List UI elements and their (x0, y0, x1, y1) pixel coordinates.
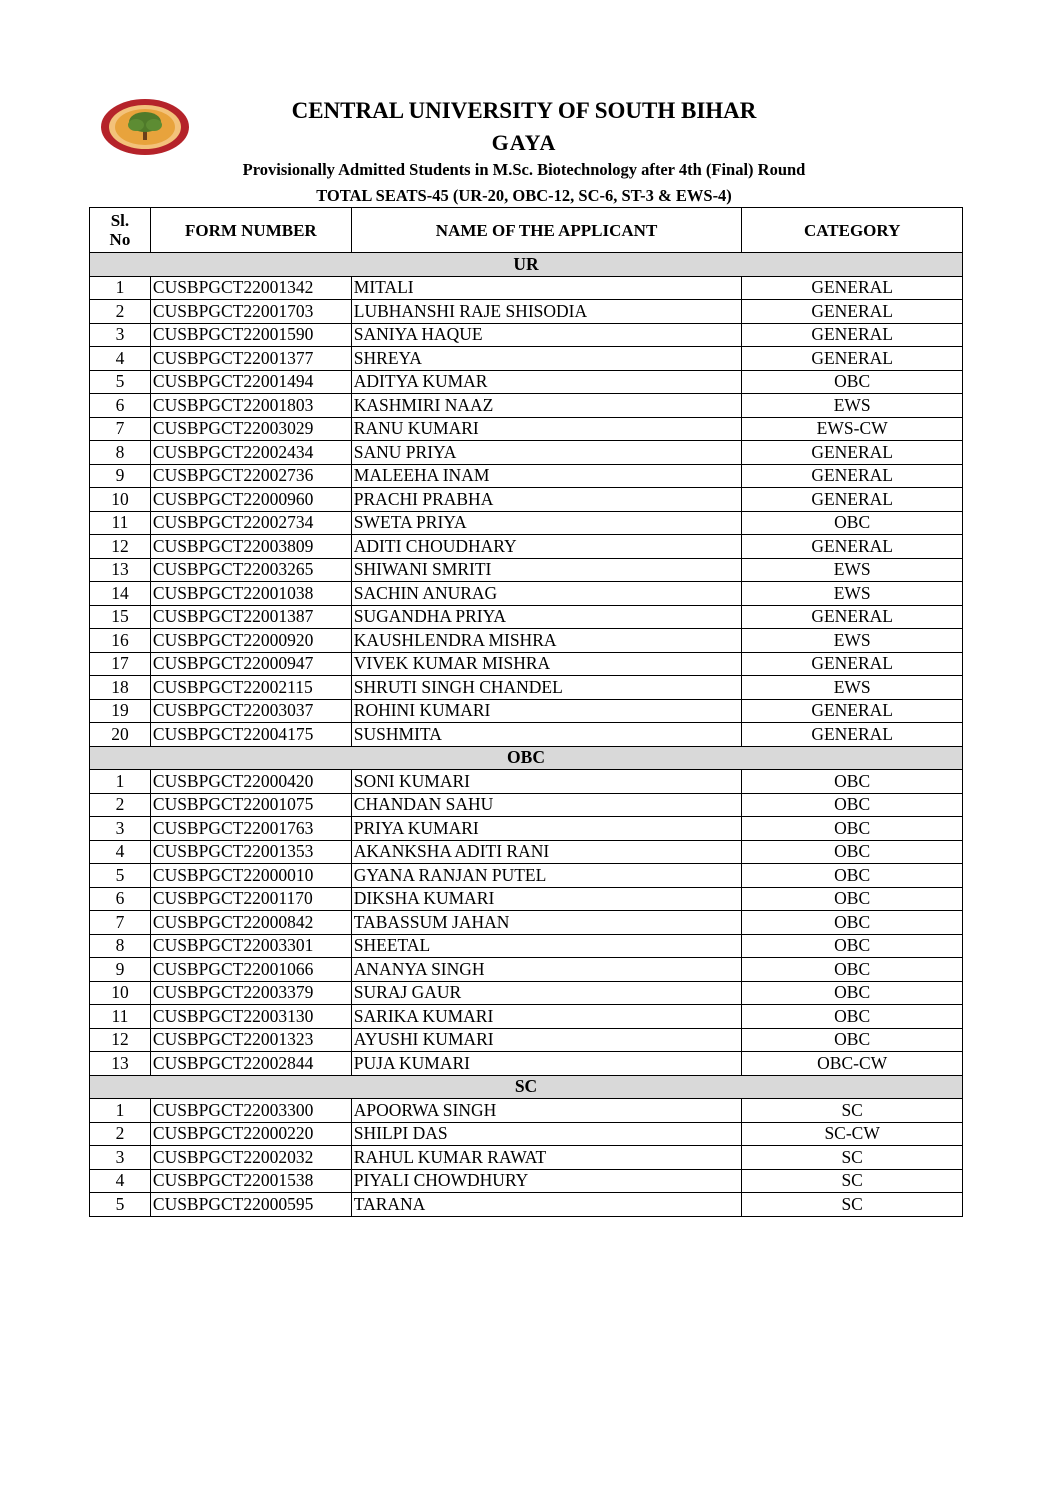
section-row (90, 1075, 963, 1099)
cell-sl-no: 1 (90, 276, 151, 300)
cell-form-number: CUSBPGCT22001803 (150, 394, 351, 418)
cell-sl-no: 10 (90, 488, 151, 512)
cell-sl-no: 1 (90, 770, 151, 794)
cell-applicant-name: SACHIN ANURAG (351, 582, 742, 606)
cell-sl-no: 3 (90, 323, 151, 347)
seat-summary: TOTAL SEATS-45 (UR-20, OBC-12, SC-6, ST-3 & EWS-4) (316, 186, 732, 205)
cell-category: GENERAL (742, 699, 963, 723)
table-row (90, 1122, 963, 1146)
cell-category: OBC (742, 981, 963, 1005)
cell-form-number: CUSBPGCT22002734 (150, 511, 351, 535)
admission-table (89, 207, 963, 1217)
cell-applicant-name: TARANA (351, 1193, 742, 1217)
col-header-applicant-name: NAME OF THE APPLICANT (351, 208, 742, 253)
cell-form-number: CUSBPGCT22004175 (150, 723, 351, 747)
cell-category: EWS-CW (742, 417, 963, 441)
cell-category: GENERAL (742, 300, 963, 324)
cell-applicant-name: CHANDAN SAHU (351, 793, 742, 817)
cell-category: OBC (742, 911, 963, 935)
cell-category: GENERAL (742, 605, 963, 629)
table-row (90, 887, 963, 911)
cell-category: OBC (742, 370, 963, 394)
university-name: CENTRAL UNIVERSITY OF SOUTH BIHAR (291, 98, 757, 123)
table-row (90, 958, 963, 982)
cell-category: GENERAL (742, 488, 963, 512)
cell-form-number: CUSBPGCT22003379 (150, 981, 351, 1005)
cell-category: SC-CW (742, 1122, 963, 1146)
cell-sl-no: 5 (90, 864, 151, 888)
cell-form-number: CUSBPGCT22002736 (150, 464, 351, 488)
cell-category: OBC (742, 1028, 963, 1052)
table-row (90, 1099, 963, 1123)
cell-category: OBC-CW (742, 1052, 963, 1076)
cell-category: GENERAL (742, 535, 963, 559)
table-row (90, 723, 963, 747)
list-subtitle: Provisionally Admitted Students in M.Sc. Biotechnology after 4th (Final) Round (242, 160, 806, 179)
table-row (90, 276, 963, 300)
cell-applicant-name: SUGANDHA PRIYA (351, 605, 742, 629)
cell-category: OBC (742, 934, 963, 958)
cell-applicant-name: SHIWANI SMRITI (351, 558, 742, 582)
cell-category: EWS (742, 676, 963, 700)
cell-sl-no: 13 (90, 1052, 151, 1076)
cell-category: GENERAL (742, 276, 963, 300)
cell-form-number: CUSBPGCT22002115 (150, 676, 351, 700)
cell-applicant-name: AYUSHI KUMARI (351, 1028, 742, 1052)
cell-sl-no: 2 (90, 300, 151, 324)
cell-form-number: CUSBPGCT22003265 (150, 558, 351, 582)
cell-form-number: CUSBPGCT22001170 (150, 887, 351, 911)
cell-applicant-name: PRACHI PRABHA (351, 488, 742, 512)
col-header-sl-no-label: Sl. No (109, 211, 131, 249)
table-row (90, 629, 963, 653)
cell-sl-no: 17 (90, 652, 151, 676)
table-row (90, 1052, 963, 1076)
cell-form-number: CUSBPGCT22001590 (150, 323, 351, 347)
cell-applicant-name: SHRUTI SINGH CHANDEL (351, 676, 742, 700)
cell-form-number: CUSBPGCT22001377 (150, 347, 351, 371)
cell-sl-no: 7 (90, 911, 151, 935)
section-title: UR (90, 253, 963, 277)
cell-applicant-name: SONI KUMARI (351, 770, 742, 794)
table-row (90, 347, 963, 371)
table-row (90, 864, 963, 888)
cell-form-number: CUSBPGCT22000220 (150, 1122, 351, 1146)
cell-sl-no: 9 (90, 464, 151, 488)
cell-sl-no: 4 (90, 347, 151, 371)
cell-form-number: CUSBPGCT22000960 (150, 488, 351, 512)
cell-category: EWS (742, 394, 963, 418)
cell-applicant-name: SANIYA HAQUE (351, 323, 742, 347)
cell-category: OBC (742, 887, 963, 911)
cell-sl-no: 8 (90, 441, 151, 465)
table-header-row (90, 208, 963, 253)
cell-category: OBC (742, 793, 963, 817)
cell-sl-no: 11 (90, 511, 151, 535)
table-row (90, 1005, 963, 1029)
cell-category: OBC (742, 958, 963, 982)
cell-category: OBC (742, 840, 963, 864)
table-row (90, 464, 963, 488)
cell-sl-no: 6 (90, 394, 151, 418)
cell-form-number: CUSBPGCT22002434 (150, 441, 351, 465)
cell-applicant-name: SANU PRIYA (351, 441, 742, 465)
table-row (90, 934, 963, 958)
table-row (90, 840, 963, 864)
cell-form-number: CUSBPGCT22001323 (150, 1028, 351, 1052)
cell-category: EWS (742, 558, 963, 582)
cell-sl-no: 7 (90, 417, 151, 441)
cell-sl-no: 5 (90, 370, 151, 394)
section-title: OBC (90, 746, 963, 770)
cell-form-number: CUSBPGCT22002844 (150, 1052, 351, 1076)
cell-sl-no: 6 (90, 887, 151, 911)
table-row (90, 1146, 963, 1170)
table-row (90, 488, 963, 512)
cell-category: GENERAL (742, 441, 963, 465)
cell-applicant-name: DIKSHA KUMARI (351, 887, 742, 911)
cell-form-number: CUSBPGCT22001038 (150, 582, 351, 606)
cell-form-number: CUSBPGCT22001066 (150, 958, 351, 982)
cell-form-number: CUSBPGCT22001353 (150, 840, 351, 864)
cell-form-number: CUSBPGCT22003300 (150, 1099, 351, 1123)
cell-form-number: CUSBPGCT22001494 (150, 370, 351, 394)
table-row (90, 911, 963, 935)
cell-applicant-name: PIYALI CHOWDHURY (351, 1169, 742, 1193)
cell-applicant-name: SHILPI DAS (351, 1122, 742, 1146)
table-row (90, 1193, 963, 1217)
cell-applicant-name: MALEEHA INAM (351, 464, 742, 488)
cell-applicant-name: KASHMIRI NAAZ (351, 394, 742, 418)
cell-form-number: CUSBPGCT22003809 (150, 535, 351, 559)
cell-applicant-name: ROHINI KUMARI (351, 699, 742, 723)
col-header-sl-no (90, 208, 151, 253)
cell-applicant-name: AKANKSHA ADITI RANI (351, 840, 742, 864)
table-row (90, 1028, 963, 1052)
table-row (90, 582, 963, 606)
cell-applicant-name: RAHUL KUMAR RAWAT (351, 1146, 742, 1170)
cell-category: SC (742, 1193, 963, 1217)
cell-form-number: CUSBPGCT22000420 (150, 770, 351, 794)
table-row (90, 511, 963, 535)
cell-form-number: CUSBPGCT22001387 (150, 605, 351, 629)
table-row (90, 1169, 963, 1193)
cell-form-number: CUSBPGCT22000010 (150, 864, 351, 888)
table-row (90, 558, 963, 582)
cell-sl-no: 4 (90, 840, 151, 864)
cell-applicant-name: PRIYA KUMARI (351, 817, 742, 841)
col-header-category: CATEGORY (742, 208, 963, 253)
cell-applicant-name: SARIKA KUMARI (351, 1005, 742, 1029)
cell-sl-no: 12 (90, 1028, 151, 1052)
cell-category: OBC (742, 864, 963, 888)
cell-category: GENERAL (742, 723, 963, 747)
cell-applicant-name: SURAJ GAUR (351, 981, 742, 1005)
cell-category: OBC (742, 770, 963, 794)
cell-sl-no: 4 (90, 1169, 151, 1193)
cell-category: EWS (742, 629, 963, 653)
cell-form-number: CUSBPGCT22003037 (150, 699, 351, 723)
cell-sl-no: 3 (90, 1146, 151, 1170)
cell-form-number: CUSBPGCT22002032 (150, 1146, 351, 1170)
table-row (90, 394, 963, 418)
cell-sl-no: 8 (90, 934, 151, 958)
cell-applicant-name: VIVEK KUMAR MISHRA (351, 652, 742, 676)
cell-category: SC (742, 1169, 963, 1193)
table-row (90, 699, 963, 723)
cell-sl-no: 12 (90, 535, 151, 559)
cell-category: OBC (742, 511, 963, 535)
cell-form-number: CUSBPGCT22000920 (150, 629, 351, 653)
cell-category: GENERAL (742, 652, 963, 676)
cell-applicant-name: APOORWA SINGH (351, 1099, 742, 1123)
cell-category: OBC (742, 1005, 963, 1029)
table-row (90, 417, 963, 441)
cell-sl-no: 2 (90, 793, 151, 817)
cell-applicant-name: SHREYA (351, 347, 742, 371)
cell-form-number: CUSBPGCT22001703 (150, 300, 351, 324)
section-row (90, 253, 963, 277)
cell-category: SC (742, 1146, 963, 1170)
table-row (90, 770, 963, 794)
cell-sl-no: 3 (90, 817, 151, 841)
cell-form-number: CUSBPGCT22001538 (150, 1169, 351, 1193)
cell-applicant-name: SUSHMITA (351, 723, 742, 747)
cell-sl-no: 1 (90, 1099, 151, 1123)
cell-applicant-name: SHEETAL (351, 934, 742, 958)
table-row (90, 441, 963, 465)
table-row (90, 605, 963, 629)
city-name: GAYA (491, 130, 557, 155)
table-row (90, 817, 963, 841)
cell-form-number: CUSBPGCT22001763 (150, 817, 351, 841)
table-row (90, 676, 963, 700)
cell-sl-no: 13 (90, 558, 151, 582)
cell-form-number: CUSBPGCT22000947 (150, 652, 351, 676)
cell-sl-no: 16 (90, 629, 151, 653)
cell-sl-no: 5 (90, 1193, 151, 1217)
cell-applicant-name: PUJA KUMARI (351, 1052, 742, 1076)
cell-sl-no: 15 (90, 605, 151, 629)
cell-category: GENERAL (742, 347, 963, 371)
table-row (90, 300, 963, 324)
cell-sl-no: 19 (90, 699, 151, 723)
table-row (90, 323, 963, 347)
cell-applicant-name: ADITI CHOUDHARY (351, 535, 742, 559)
cell-form-number: CUSBPGCT22001075 (150, 793, 351, 817)
cell-applicant-name: LUBHANSHI RAJE SHISODIA (351, 300, 742, 324)
section-title: SC (90, 1075, 963, 1099)
cell-form-number: CUSBPGCT22003130 (150, 1005, 351, 1029)
cell-category: EWS (742, 582, 963, 606)
cell-category: GENERAL (742, 464, 963, 488)
cell-applicant-name: MITALI (351, 276, 742, 300)
section-row (90, 746, 963, 770)
cell-category: GENERAL (742, 323, 963, 347)
cell-category: SC (742, 1099, 963, 1123)
table-row (90, 793, 963, 817)
cell-sl-no: 18 (90, 676, 151, 700)
cell-applicant-name: GYANA RANJAN PUTEL (351, 864, 742, 888)
table-row (90, 981, 963, 1005)
cell-form-number: CUSBPGCT22000595 (150, 1193, 351, 1217)
cell-form-number: CUSBPGCT22000842 (150, 911, 351, 935)
cell-applicant-name: RANU KUMARI (351, 417, 742, 441)
table-row (90, 652, 963, 676)
cell-form-number: CUSBPGCT22003029 (150, 417, 351, 441)
cell-applicant-name: ANANYA SINGH (351, 958, 742, 982)
cell-applicant-name: SWETA PRIYA (351, 511, 742, 535)
cell-applicant-name: TABASSUM JAHAN (351, 911, 742, 935)
table-row (90, 535, 963, 559)
cell-applicant-name: ADITYA KUMAR (351, 370, 742, 394)
cell-sl-no: 14 (90, 582, 151, 606)
col-header-form-number: FORM NUMBER (150, 208, 351, 253)
cell-sl-no: 9 (90, 958, 151, 982)
cell-sl-no: 20 (90, 723, 151, 747)
table-row (90, 370, 963, 394)
cell-applicant-name: KAUSHLENDRA MISHRA (351, 629, 742, 653)
cell-category: OBC (742, 817, 963, 841)
cell-form-number: CUSBPGCT22003301 (150, 934, 351, 958)
cell-form-number: CUSBPGCT22001342 (150, 276, 351, 300)
cell-sl-no: 2 (90, 1122, 151, 1146)
cell-sl-no: 10 (90, 981, 151, 1005)
cell-sl-no: 11 (90, 1005, 151, 1029)
